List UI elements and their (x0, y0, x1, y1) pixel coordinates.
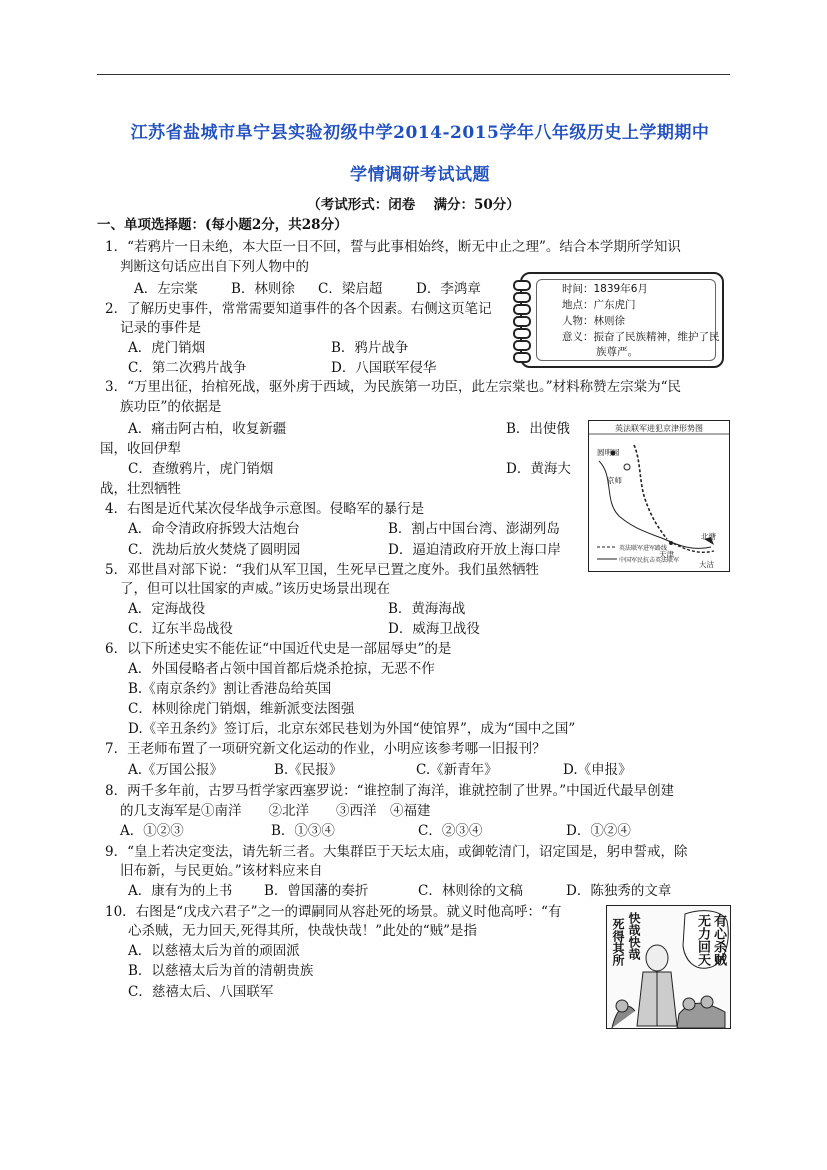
q4-option-c: C．洗劫后放火焚烧了圆明园 (128, 542, 301, 558)
question-3: 3．“万里出征，抬棺死战，驱外虏于西域，为民族第一功臣，此左宗棠也。”材料称赞左宗棠为“民 (105, 379, 682, 395)
question-10-cont: 心杀贼，无力回天,死得其所，快哉快哉！”此处的“贼”是指 (128, 923, 477, 939)
q8-option-b: B．①③④ (271, 823, 335, 839)
q2-option-a: A．虎门销烟 (128, 340, 206, 356)
section-heading: 一、单项选择题：(每小题2分，共28分） (97, 217, 348, 233)
question-7: 7．王老师布置了一项研究新文化运动的作业，小明应该参考哪一旧报刊？ (105, 741, 546, 757)
q6-option-c: C．林则徐虎门销烟，维新派变法图强 (128, 701, 355, 717)
notebook-meaning: 意义：振奋了民族精神，维护了民 (562, 331, 720, 343)
q4-option-b: B．割占中国台湾、澎湖列岛 (388, 521, 560, 537)
map-label-jingshi: 京师 (607, 476, 622, 485)
q7-option-d: D.《申报》 (563, 762, 632, 778)
q6-option-a: A．外国侵略者占领中国首都后烧杀抢掠，无恶不作 (128, 661, 435, 677)
q1-option-c: C．梁启超 (318, 281, 383, 297)
question-1: 1．“若鸦片一日未绝，本大臣一日不回，誓与此事相始终，断无中止之理”。结合本学期所学知识 (105, 239, 681, 255)
question-6: 6．以下所述史实不能佐证“中国近代史是一部屈辱史”的是 (105, 641, 452, 657)
q9-option-d: D．陈独秀的文章 (566, 883, 672, 899)
q5-option-d: D．威海卫战役 (388, 621, 480, 637)
q10-option-c: C．慈禧太后、八国联军 (128, 984, 274, 1000)
question-8: 8．两千多年前，古罗马哲学家西塞罗说：“谁控制了海洋，谁就控制了世界。”中国近代最早创建 (105, 783, 675, 799)
header-rule (97, 74, 730, 75)
notebook-person: 人物：林则徐 (562, 315, 625, 327)
q6-option-b: B.《南京条约》割让香港岛给英国 (128, 681, 332, 697)
q9-option-c: C．林则徐的文稿 (418, 883, 523, 899)
exam-info: （考试形式：闭卷 满分：50分） (307, 197, 520, 213)
war-map-figure (588, 420, 730, 572)
q2-option-b: B．鸦片战争 (331, 340, 409, 356)
notebook-time: 时间：1839年6月 (562, 283, 648, 295)
q1-option-d: D．李鸿章 (416, 281, 481, 297)
q4-option-a: A．命令清政府拆毁大沽炮台 (128, 521, 300, 537)
q5-option-b: B．黄海海战 (388, 601, 466, 617)
q1-option-b: B．林则徐 (231, 281, 295, 297)
q3-option-b: B．出使俄 (506, 421, 570, 437)
map-legend-resistance: 中国军民抗击英法联军 (619, 557, 680, 564)
cartoon-text-2: 无力回天 (695, 914, 710, 966)
notebook-meaning-cont: 族尊严。 (596, 346, 638, 358)
question-10: 10．右图是“戊戌六君子”之一的谭嗣同从容赴死的场景。就义时他高呼：“有 (105, 904, 562, 920)
question-9-cont: 旧布新，与民更始。”该材料应来自 (120, 863, 323, 879)
question-9: 9．“皇上若决定变法，请先斩三者。大集群臣于天坛太庙，或御乾清门，诏定国是，躬申誓戒，除 (105, 844, 688, 860)
q8-option-d: D．①②④ (566, 823, 631, 839)
page-title: 江苏省盐城市阜宁县实验初级中学2014-2015学年八年级历史上学期期中 (130, 123, 710, 143)
cartoon-text-4: 快哉快哉 (627, 912, 641, 960)
q7-option-a: A.《万国公报》 (128, 762, 224, 778)
map-label-dagu: 大沽 (699, 560, 714, 569)
q3-option-b-cont: 国，收回伊犁 (100, 441, 181, 457)
map-legend-route: 英法联军进军路线 (619, 545, 668, 552)
q5-option-a: A．定海战役 (128, 601, 206, 617)
question-2: 2．了解历史事件，常常需要知道事件的各个因素。右侧这页笔记 (105, 301, 492, 317)
q5-option-c: C．辽东半岛战役 (128, 621, 233, 637)
question-5-cont: 了，但可以壮国家的声威。”该历史场景出现在 (120, 581, 391, 597)
question-5: 5．邓世昌对部下说：“我们从军卫国，生死早已置之度外。我们虽然牺牲 (105, 562, 539, 578)
q8-option-a: A．①②③ (120, 823, 184, 839)
q6-option-d: D.《辛丑条约》签订后，北京东郊民巷划为外国“使馆界”，成为“国中之国” (128, 721, 576, 737)
cartoon-text-1: 有心杀贼 (711, 914, 726, 966)
q3-option-c: C．查缴鸦片，虎门销烟 (128, 461, 274, 477)
q4-option-d: D．逼迫清政府开放上海口岸 (388, 542, 561, 558)
q2-option-d: D．八国联军侵华 (331, 360, 437, 376)
question-1-cont: 判断这句话应出自下列人物中的 (120, 259, 309, 275)
question-2-cont: 记录的事件是 (120, 320, 201, 336)
q3-option-d: D．黄海大 (506, 461, 571, 477)
question-8-cont: 的几支海军是①南洋 ②北洋 ③西洋 ④福建 (120, 803, 431, 819)
map-title: 英法联军进犯京津形势图 (615, 424, 703, 433)
map-label-tianjin: 天津 (659, 550, 674, 559)
q7-option-b: B.《民报》 (274, 762, 343, 778)
notebook-figure (520, 272, 724, 368)
map-label-yuanmingyuan: 圆明园 (597, 448, 620, 457)
q9-option-b: B．曾国藩的奏折 (264, 883, 369, 899)
q10-option-b: B．以慈禧太后为首的清朝贵族 (128, 963, 314, 979)
question-4: 4．右图是近代某次侵华战争示意图。侵略军的暴行是 (105, 501, 425, 517)
notebook-place: 地点：广东虎门 (562, 299, 636, 311)
cartoon-text-3: 死得其所 (611, 918, 625, 966)
q3-option-a: A．痛击阿古柏，收复新疆 (128, 421, 287, 437)
tan-sitong-illustration (606, 905, 731, 1029)
q10-option-a: A．以慈禧太后为首的顽固派 (128, 943, 300, 959)
page-title-line2: 学情调研考试试题 (350, 165, 490, 185)
q8-option-c: C．②③④ (418, 823, 483, 839)
q7-option-c: C.《新青年》 (416, 762, 498, 778)
question-3-cont: 族功臣”的依据是 (120, 399, 222, 415)
q2-option-c: C．第二次鸦片战争 (128, 360, 247, 376)
q1-option-a: A．左宗棠 (134, 281, 198, 297)
map-label-beitang: 北塘 (701, 532, 716, 541)
q3-option-d-cont: 战，壮烈牺牲 (100, 481, 181, 497)
q9-option-a: A．康有为的上书 (128, 883, 233, 899)
